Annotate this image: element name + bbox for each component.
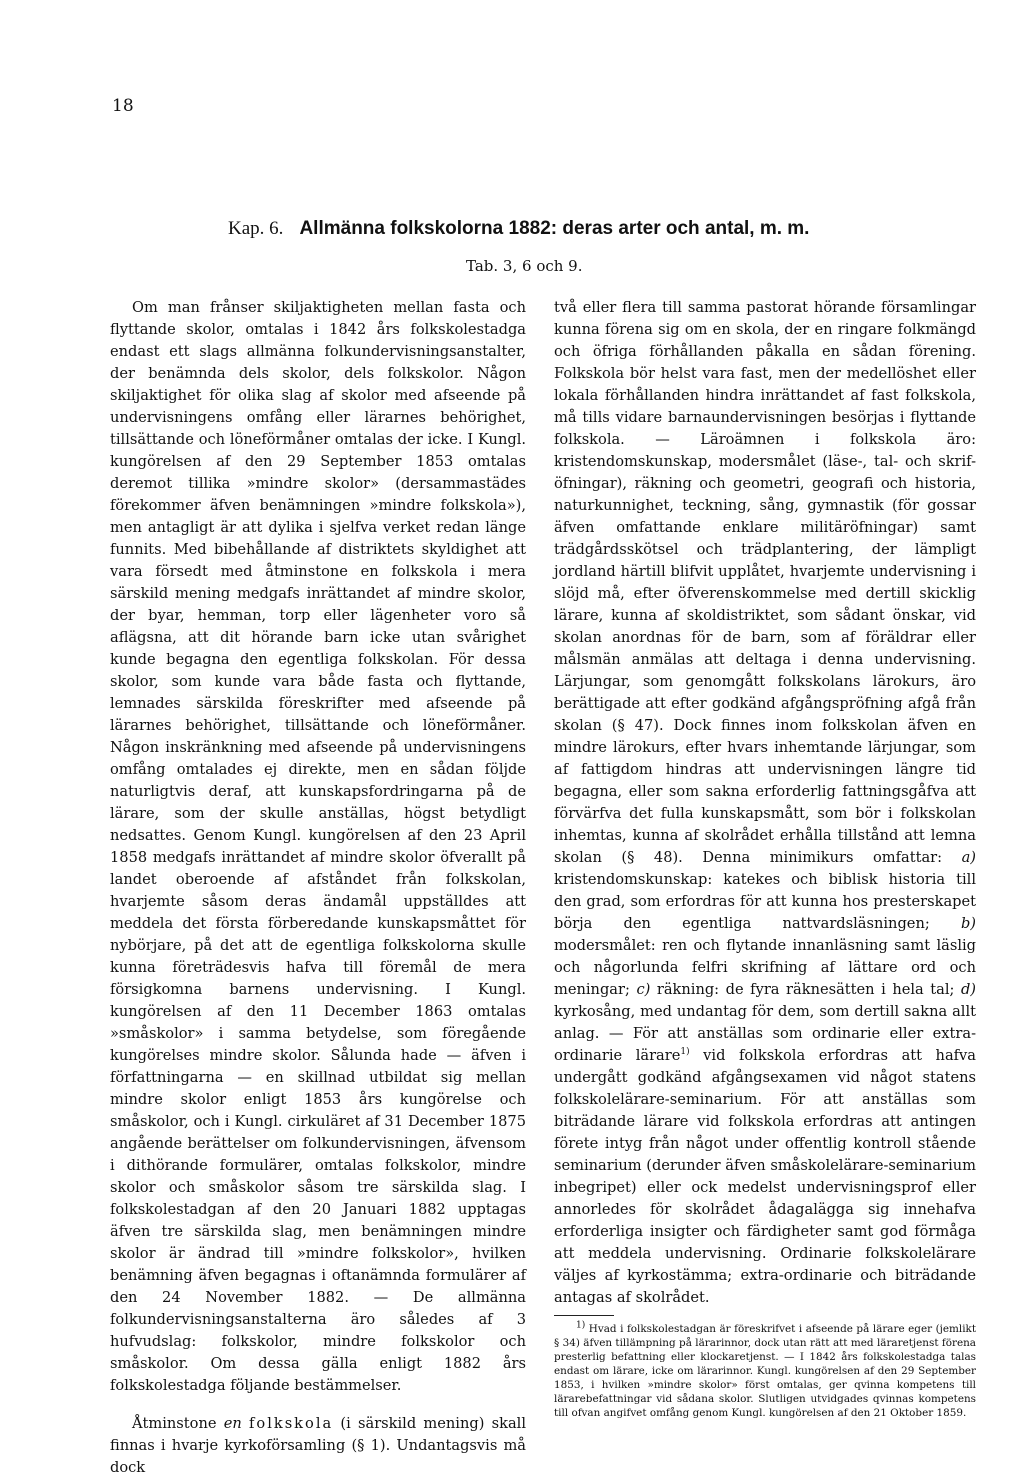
p2-en: en: [223, 1415, 242, 1432]
p2-spaced-term: folkskola: [249, 1415, 334, 1432]
footnote-number: 1): [576, 1320, 586, 1331]
p2-lead: Åtminstone: [132, 1415, 224, 1432]
right-text-d: räkning: de fyra räknesätten i hela tal;: [650, 981, 961, 998]
p2-rest: (i särskild mening) skall finnas i hvarje kyrkoförsamling (§ 1). Undantagsvis må dock: [110, 1415, 526, 1476]
footnote: [554, 1322, 976, 1420]
footnote-marker: 1): [680, 1047, 690, 1058]
table-reference: Tab. 3, 6 och 9.: [466, 257, 583, 275]
page-number: 18: [112, 96, 134, 116]
chapter-number: Kap. 6.: [228, 218, 284, 239]
chapter-heading: [228, 216, 948, 241]
right-column: [554, 297, 976, 1420]
footnote-text: Hvad i folkskolestadgan är föreskrifvet i afseende på lärare eger (jemlikt § 34) äfven tillämpning på lärarinnor, dock utan rätt att med läraretjenst förena presterlig befattning eller klockaretjenst. — I 1842 års folkskolestadga talas endast om lärare, icke om lärarinnor. Kungl. kungörelsen af den 29 September 1853, i hvilken »mindre skolor» först omtalas, ger qvinna kompetens till lärarebefattningar vid sådana skolor. Slutligen utvidgades qvinnas kompetens till ofvan angifvet omfång genom Kungl. kungörelsen af den 21 Oktober 1859.: [554, 1323, 976, 1419]
footnote-divider: [554, 1315, 614, 1316]
right-paragraph-1: [554, 297, 976, 1309]
chapter-title: Allmänna folkskolorna 1882: deras arter och antal, m. m.: [299, 218, 810, 239]
right-text-a: två eller flera till samma pastorat hörande församlingar kunna förena sig om en skola, der en ringare folkmängd och öfriga förhållanden påkalla en sådan förening. Folkskola bör helst vara fast, men der medellöshet eller lokala förhållanden hindra inrättandet af fast folkskola, må tills vidare barnaundervisningen besörjas i flyttande folkskola. — Läroämnen i folkskola äro: kristendomskunskap, modersmålet (läse-, tal- och skrif-öfningar), räkning och geometri, geografi och historia, naturkunnighet, teckning, sång, gymnastik (för gossar äfven omfattande enklare militäröfningar) samt trädgårdsskötsel och trädplantering, der lämpligt jordland härtill blifvit upplåtet, hvarjemte undervisning i slöjd må, efter öfverenskommelse med dertill skicklig lärare, kunna af skoldistriktet, som sådant önskar, vid skolan anordnas för de barn, som af föräldrar eller målsmän anmälas att deltaga i denna undervisning. Lärjungar, som genomgått folkskolans lärokurs, äro berättigade att efter godkänd afgångspröfning afgå från skolan (§ 47). Dock finnes inom folkskolan äfven en mindre lärokurs, efter hvars inhemtande lärjungar, som af fattigdom hindras att undervisningen längre tid begagna, eller som sakna erforderlig fattningsgåfva att förvärfva det fulla kunskapsmått, som bör i folkskolan inhemtas, kunna af skolrådet erhålla tillstånd att lemna skolan (§ 48). Denna minimikurs omfattar:: [554, 299, 976, 866]
left-paragraph-2: [110, 1413, 526, 1479]
right-text-f: vid folkskola erfordras att hafva undergått godkänd afgångsexamen vid något statens folkskolelärare-seminarium. För att anställas som biträdande lärare vid folkskola erfordras att antingen förete intyg från något under offentlig kontroll stående seminarium (derunder äfven småskolelärare-seminarium inbegripet) eller ock medelst undervisningsprof eller annorledes för skolrådet ådagalägga sig innehafva erforderliga insigter och färdigheter samt god förmåga att meddela undervisning. Ordinarie folkskolelärare väljes af kyrkostämma; extra-ordinarie och biträdande antagas af skolrådet.: [554, 1047, 977, 1306]
item-c-label: c): [636, 981, 651, 998]
item-b-label: b): [960, 915, 976, 932]
left-column: [110, 297, 526, 1479]
right-text-b: kristendomskunskap: katekes och biblisk historia till den grad, som erfordras för att kunna hos presterskapet börja den egentliga nattvardsläsningen;: [554, 871, 976, 932]
right-text-c: modersmålet: ren och flytande innanläsning samt läslig och någorlunda felfri skrifning af lättare ord och meningar;: [554, 937, 976, 998]
item-d-label: d): [960, 981, 977, 998]
left-paragraph-1: Om man frånser skiljaktigheten mellan fasta och flyttande skolor, omtalas i 1842 års folkskolestadga endast ett slags allmänna folkundervisningsanstalter, der benämnda dels skolor, dels folkskolor. Någon skiljaktighet för olika slag af skolor med afseende på undervisningens omfång eller lärarnes behörighet, tillsättande och löneförmåner omtalas der icke. I Kungl. kungörelsen af den 29 September 1853 omtalas deremot tillika »mindre skolor» (dersammastädes förekommer äfven benämningen »mindre folkskola»), men antagligt är att dylika i sjelfva verket redan länge funnits. Med bibehållande af distriktets skyldighet att vara försedt med åtminstone en folkskola i mera särskild mening medgafs inrättandet af mindre skolor, der byar, hemman, torp eller lägenheter voro så aflägsna, att dit hörande barn icke utan svårighet kunde begagna den egentliga folkskolan. För dessa skolor, som kunde vara både fasta och flyttande, lemnades särskilda föreskrifter med afseende på lärarnes behörighet, tillsättande och löneförmåner. Någon inskränkning med afseende på undervisningens omfång omtalades ej direkte, men en sådan följde naturligtvis deraf, att kunskapsfordringarna på de lärare, som der skulle anställas, högst betydligt nedsattes. Genom Kungl. kungörelsen af den 23 April 1858 medgafs inrättandet af mindre skolor öfverallt på landet oberoende af afståndet från folkskolan, hvarjemte såsom deras ändamål uppställdes att meddela det första förberedande kunskapsmåttet för nybörjare, på det att de egentliga folkskolorna skulle kunna företrädesvis hafva till föremål de mera försigkomna barnens undervisning. I Kungl. kungörelsen af den 11 December 1863 omtalas »småskolor» i samma betydelse, som föregående kungörelses mindre skolor. Sålunda hade — äfven i författningarna — en skillnad utbildat sig mellan mindre skolor enligt 1853 års kungörelse och småskolor, och i Kungl. cirkuläret af 31 December 1875 angående berättelser om folkundervisningen, äfvensom i dithörande formulärer, omtalas folkskolor, mindre skolor och småskolor såsom tre särskilda slag. I folkskolestadgan af den 20 Januari 1882 upptagas äfven tre särskilda slag, men benämningen mindre skolor är ändrad till »mindre folkskolor», hvilken benämning äfven begagnas i oftanämnda formulärer af den 24 November 1882. — De allmänna folkundervisningsanstalterna äro således af 3 hufvudslag: folkskolor, mindre folkskolor och småskolor. Om dessa gälla enligt 1882 års folkskolestadga följande bestämmelser.: [110, 299, 526, 1394]
item-a-label: a): [961, 849, 976, 866]
right-text-e: kyrkosång, med undantag för dem, som dertill sakna allt anlag. — För att anställas som ordinarie eller extra-ordinarie lärare: [554, 1003, 976, 1064]
